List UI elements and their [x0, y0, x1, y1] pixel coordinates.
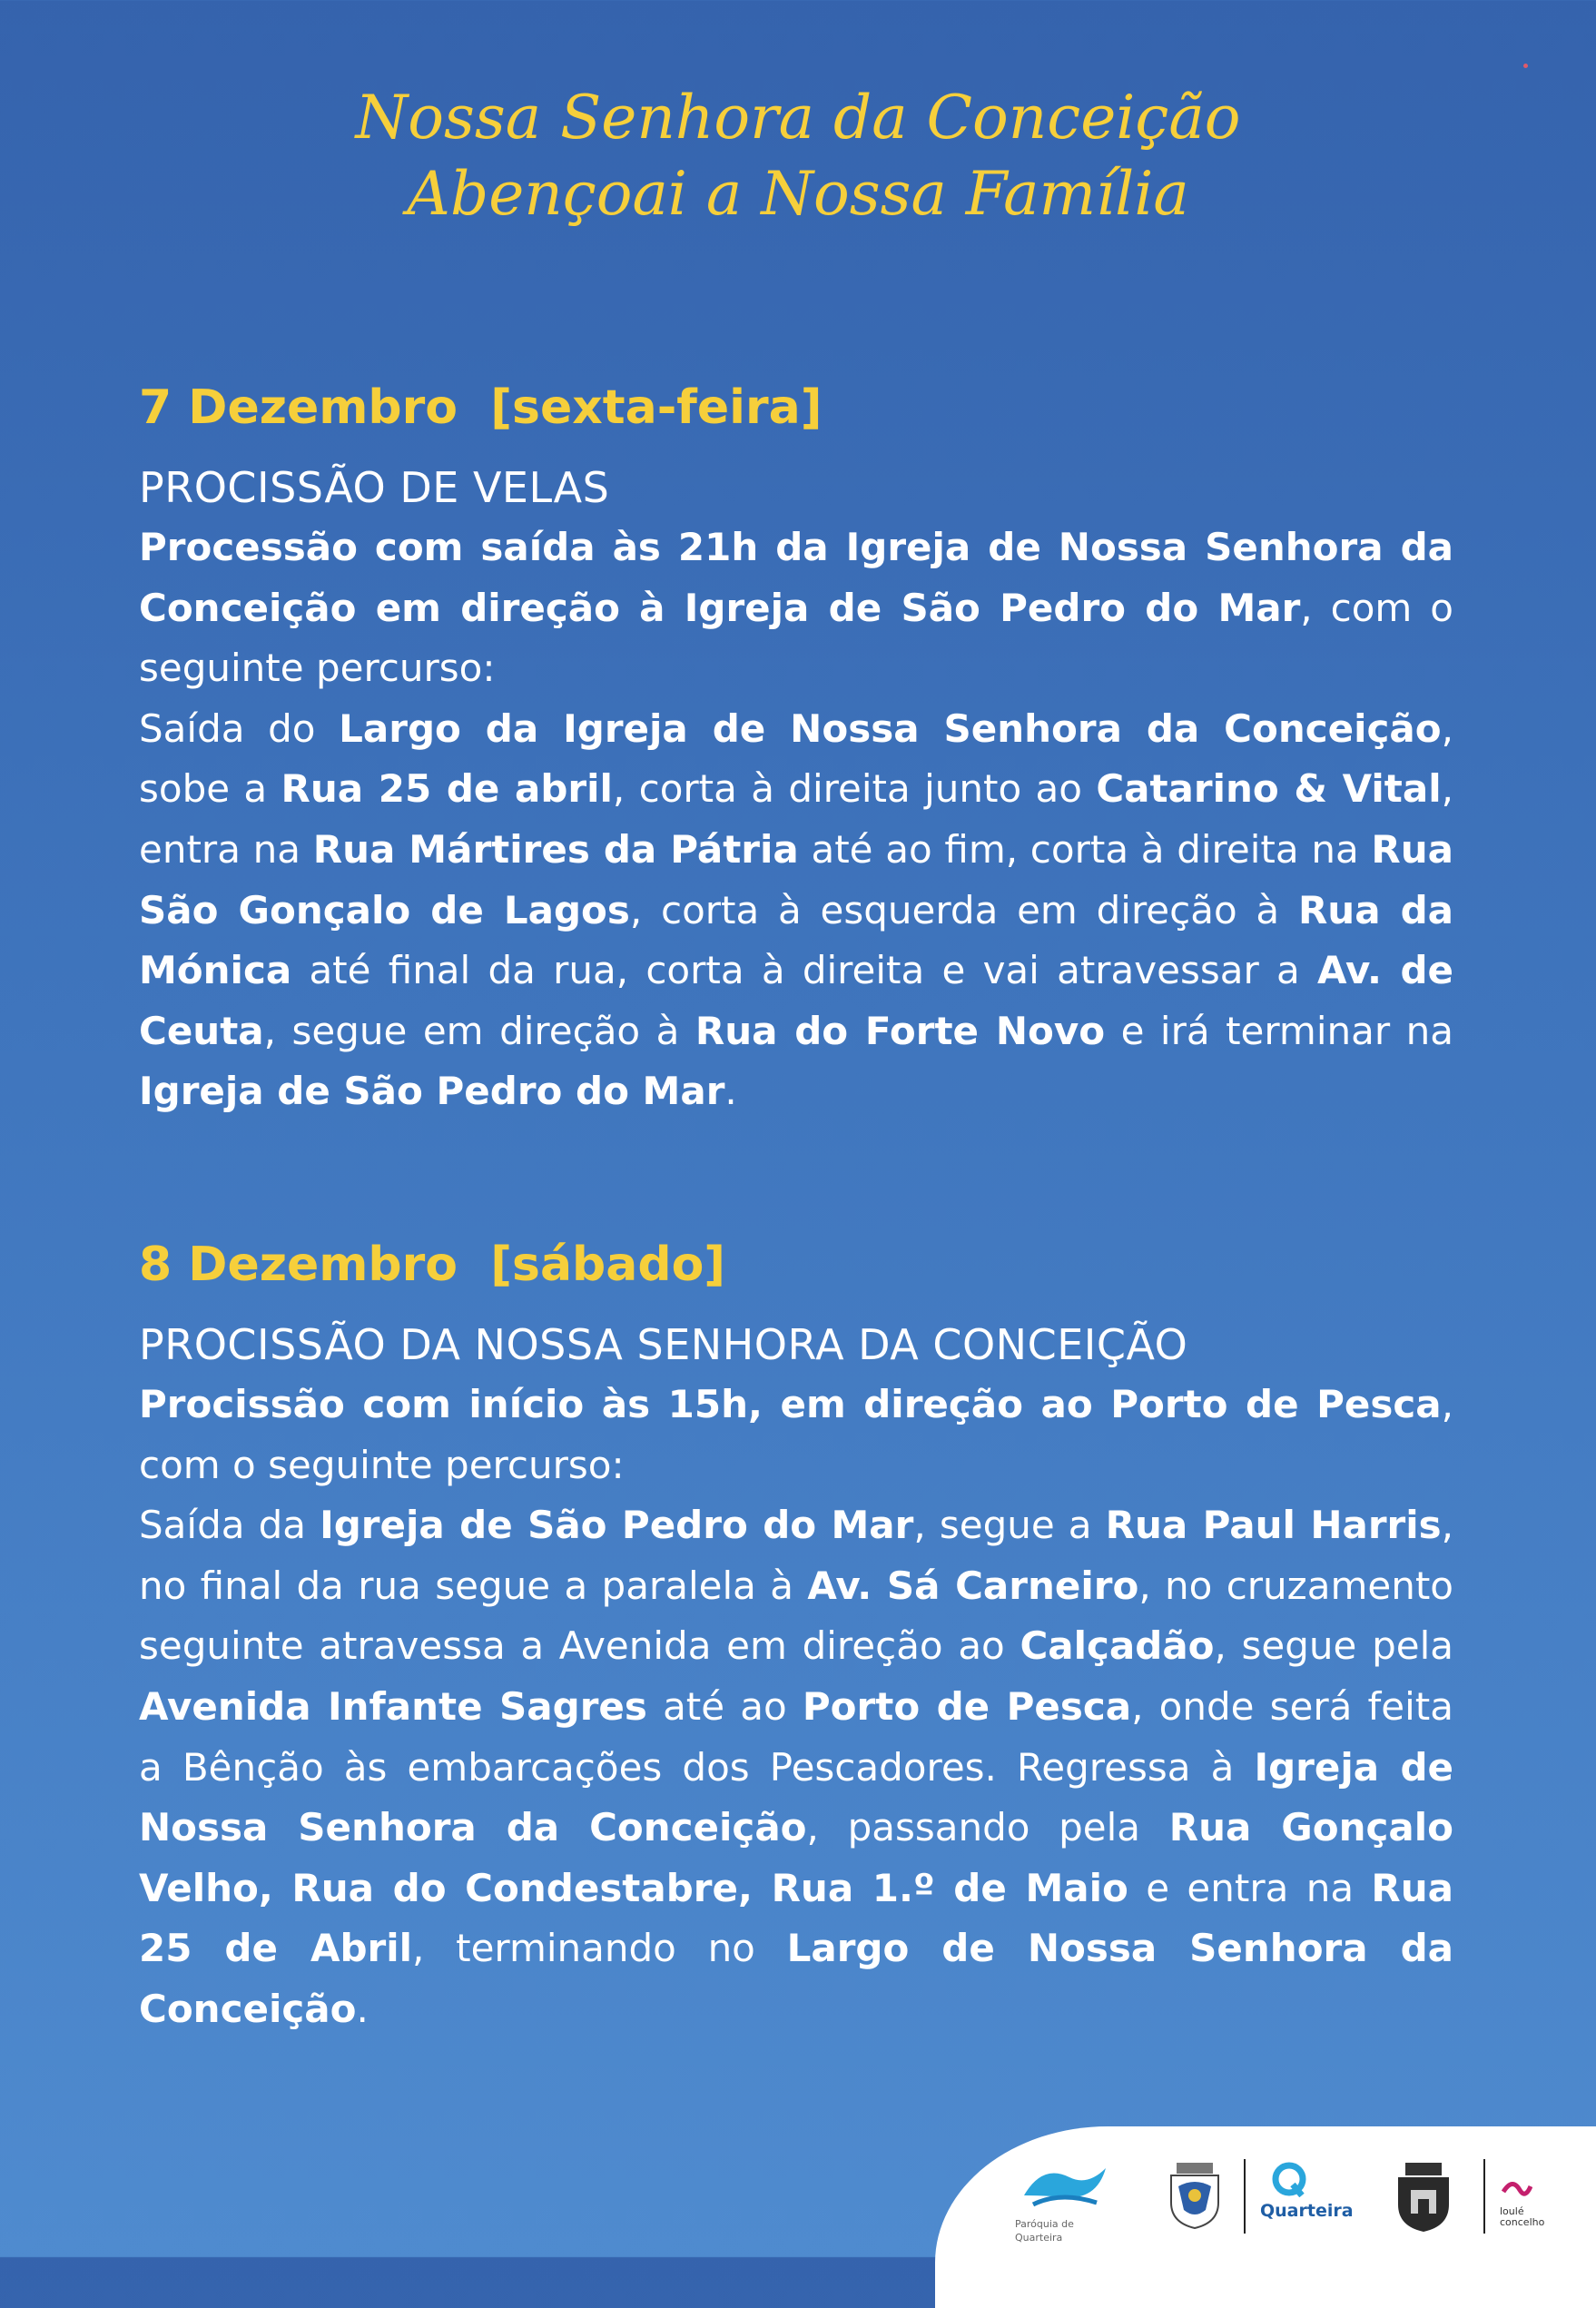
bold-text-run: Catarino & Vital	[1096, 766, 1442, 812]
paroquia-de-quarteira-logo	[1015, 2159, 1115, 2244]
bold-text-run: Rua Paul Harris	[1105, 1503, 1442, 1548]
text-run: até ao	[646, 1683, 803, 1729]
logo-label: Quarteira	[1260, 2201, 1354, 2221]
logo-separator	[1483, 2159, 1485, 2234]
header-line-1: Nossa Senhora da Conceição	[355, 83, 1241, 153]
text-run: , sobe a	[139, 705, 1453, 812]
route-details-paragraph	[139, 699, 1453, 1122]
bold-text-run: Rua Mártires da Pátria	[312, 826, 799, 872]
text-run: , com o seguinte percurso:	[139, 1382, 1453, 1487]
shield-icon	[1166, 2159, 1224, 2232]
text-run: , segue em direção à	[263, 1008, 695, 1053]
bold-text-run: Procissão com início às 15h, em direção ao Porto de Pesca	[139, 1382, 1442, 1426]
text-run: , no final da rua segue a paralela à	[139, 1503, 1454, 1608]
bold-text-run: Porto de Pesca	[802, 1683, 1132, 1729]
text-run: , onde será feita a Bênção às embarcações dos Pescadores. Regressa à	[139, 1683, 1453, 1790]
text-run: , segue a	[913, 1503, 1106, 1548]
bold-text-run: Rua 25 de abril	[281, 766, 613, 812]
date-heading: 7 Dezembro [sexta-feira]	[139, 380, 823, 435]
text-run: Saída da	[139, 1503, 320, 1548]
bold-text-run: Calçadão	[1020, 1623, 1215, 1669]
coat-of-arms-loule-logo	[1391, 2159, 1456, 2235]
wave-icon	[1015, 2159, 1115, 2214]
coat-of-arms-quarteira-logo	[1166, 2159, 1224, 2232]
text-run: , com o seguinte percurso:	[139, 585, 1453, 691]
text-run: até final da rua, corta à direita e vai atravessar a	[291, 948, 1317, 993]
bold-text-run: Igreja de São Pedro do Mar	[139, 1069, 725, 1114]
section-december-8	[139, 1233, 1453, 2040]
bold-text-run: Processão com saída às 21h da Igreja de Nossa Senhora da Conceição em direção à Igreja de São Pedro do Mar	[139, 525, 1453, 630]
quarteira-freguesia-logo	[1260, 2161, 1362, 2237]
loule-mark-icon	[1500, 2177, 1532, 2203]
corner-dot-decoration	[1523, 64, 1528, 68]
shield-icon	[1391, 2159, 1456, 2235]
text-run: .	[724, 1069, 737, 1114]
procession-title: PROCISSÃO DA NOSSA SENHORA DA CONCEIÇÃO	[139, 1320, 1188, 1369]
date-heading: 8 Dezembro [sábado]	[139, 1238, 726, 1292]
bold-text-run: Igreja de Nossa Senhora da Conceição	[139, 1744, 1453, 1850]
text-run: até ao fim, corta à direita na	[798, 826, 1372, 872]
bold-text-run: Igreja de São Pedro do Mar	[320, 1503, 914, 1548]
route-intro-paragraph	[139, 518, 1453, 699]
page-header	[0, 80, 1596, 232]
bold-text-run: Rua do Forte Novo	[695, 1008, 1106, 1053]
q-mark-icon	[1271, 2161, 1307, 2197]
text-run: , passando pela	[806, 1805, 1169, 1850]
bold-text-run: Rua São Gonçalo de Lagos	[139, 826, 1453, 932]
procession-title: PROCISSÃO DE VELAS	[139, 463, 610, 512]
text-run: e entra na	[1128, 1865, 1372, 1910]
bold-text-run: Rua 25 de Abril	[139, 1865, 1454, 1971]
logo-separator	[1244, 2159, 1246, 2234]
bold-text-run: Av. de Ceuta	[139, 948, 1453, 1053]
text-run: Saída do	[139, 705, 340, 751]
bold-text-run: Largo de Nossa Senhora da Conceição	[139, 1926, 1453, 2031]
text-run: .	[356, 1986, 369, 2031]
text-run: , entra na	[139, 766, 1453, 872]
bold-text-run: Rua Gonçalo Velho, Rua do Condestabre, Rua 1.º de Maio	[139, 1805, 1453, 1910]
text-run: , corta à direita junto ao	[612, 766, 1097, 812]
text-run: , corta à esquerda em direção à	[629, 887, 1298, 932]
bold-text-run: Rua da Mónica	[139, 887, 1453, 993]
bold-text-run: Largo da Igreja de Nossa Senhora da Conceição	[339, 705, 1442, 751]
text-run: , terminando no	[412, 1926, 787, 1971]
text-run: e irá terminar na	[1105, 1008, 1453, 1053]
logo-label: loulé concelho	[1500, 2205, 1545, 2228]
bold-text-run: Av. Sá Carneiro	[807, 1563, 1139, 1608]
section-december-7	[139, 376, 1453, 1122]
route-details-paragraph	[139, 1495, 1453, 2039]
logo-label: Paróquia de Quarteira	[1015, 2218, 1074, 2244]
header-line-2: Abençoai a Nossa Família	[407, 159, 1189, 229]
loule-concelho-logo	[1500, 2177, 1563, 2232]
text-run: , no cruzamento seguinte atravessa a Avenida em direção ao	[139, 1563, 1453, 1669]
route-intro-paragraph	[139, 1375, 1453, 1495]
bold-text-run: Avenida Infante Sagres	[139, 1683, 647, 1729]
text-run: , segue pela	[1214, 1623, 1453, 1669]
